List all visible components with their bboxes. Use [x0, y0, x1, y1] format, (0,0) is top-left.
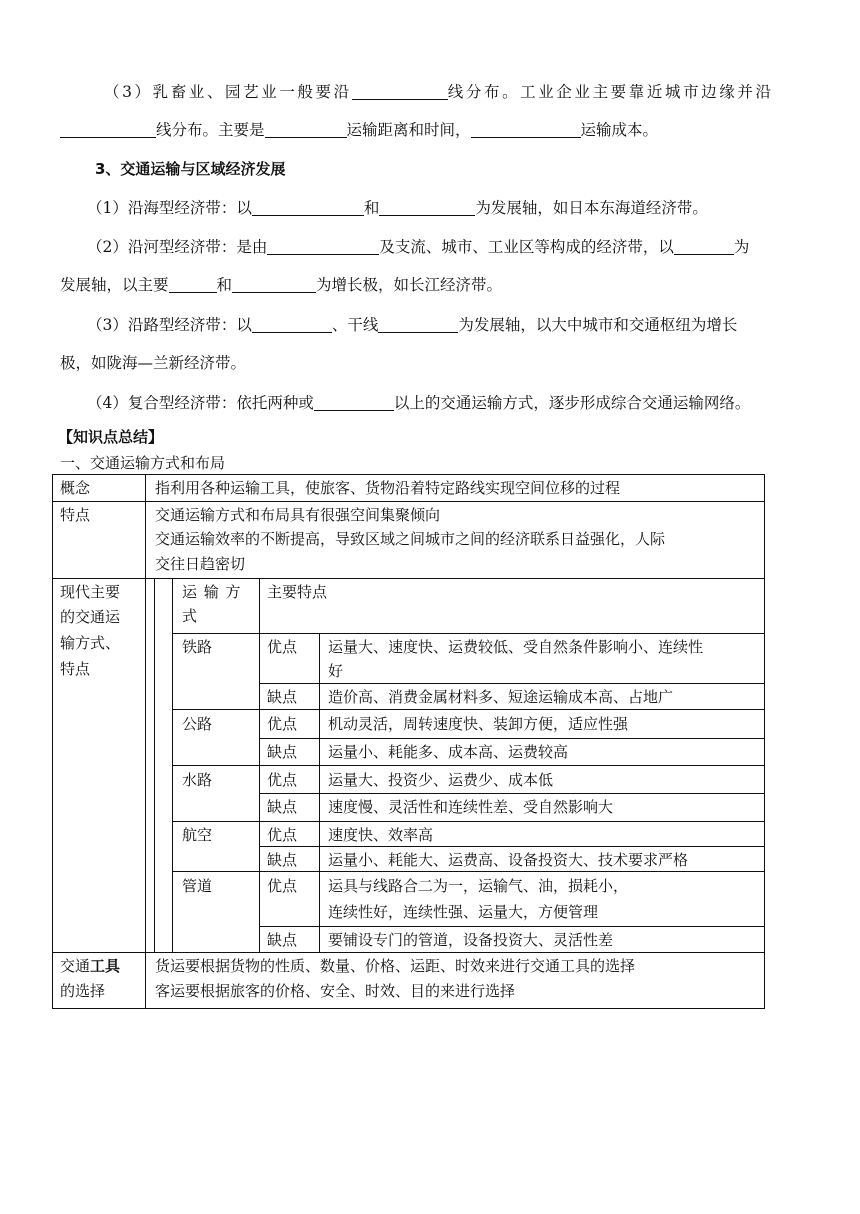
pipeline-adv-2: 连续性好，连续性强、运量大，方便管理 — [328, 903, 599, 921]
modern-label-1: 现代主要 — [60, 583, 121, 601]
adv-label: 优点 — [267, 826, 298, 844]
adv-label: 优点 — [267, 771, 298, 789]
answer-blank[interactable] — [378, 316, 458, 333]
transport-summary-table — [52, 474, 765, 1009]
belt-text: 和 — [363, 199, 380, 217]
belt-1-line — [87, 198, 708, 218]
answer-blank[interactable] — [252, 316, 332, 333]
belt-text: （2）沿河型经济带：是由 — [87, 238, 268, 256]
adv-label: 优点 — [267, 638, 298, 656]
answer-blank[interactable] — [471, 121, 581, 138]
modern-label-4: 特点 — [60, 660, 91, 678]
belt-2-line-2 — [60, 275, 502, 295]
belt-text: 和 — [216, 276, 233, 294]
answer-blank[interactable] — [169, 276, 217, 293]
answer-blank[interactable] — [60, 121, 156, 138]
modern-label-3: 输方式、 — [60, 634, 121, 652]
belt-text: 为增长极，如长江经济带。 — [316, 276, 503, 294]
answer-blank[interactable] — [252, 199, 364, 216]
answer-blank[interactable] — [314, 394, 394, 411]
belt-text: 为发展轴，如日本东海道经济带。 — [475, 199, 708, 217]
dis-label: 缺点 — [267, 743, 298, 761]
mode-name-rail: 铁路 — [182, 638, 213, 656]
tool-label-2: 的选择 — [60, 982, 106, 1000]
adv-label: 优点 — [267, 715, 298, 733]
header-mode-1: 运 输 方 — [182, 583, 242, 601]
belt-text: （4）复合型经济带：依托两种或 — [87, 394, 314, 412]
q3-text: 运输成本。 — [580, 121, 659, 139]
belt-text: 以上的交通运输方式，逐步形成综合交通运输网络。 — [393, 394, 751, 412]
belt-text: 、干线 — [331, 316, 379, 334]
dis-label: 缺点 — [267, 688, 298, 706]
answer-blank[interactable] — [379, 199, 475, 216]
pipeline-dis: 要铺设专门的管道，设备投资大、灵活性差 — [328, 931, 614, 949]
belt-2-line-1 — [87, 237, 749, 257]
feature-label: 特点 — [60, 506, 91, 524]
mode-name-water: 水路 — [182, 771, 213, 789]
answer-blank[interactable] — [674, 238, 734, 255]
header-mode-2: 式 — [182, 607, 198, 625]
q3-text: 线分布。工业企业主要靠近城市边缘并沿 — [447, 83, 774, 101]
dis-label: 缺点 — [267, 851, 298, 869]
air-dis: 运量小、耗能大、运费高、设备投资大、技术要求严格 — [328, 851, 689, 869]
pipeline-adv-1: 运具与线路合二为一，运输气、油，损耗小， — [328, 877, 629, 895]
q3-line-2 — [60, 120, 658, 140]
mode-name-pipeline: 管道 — [182, 877, 213, 895]
air-adv: 速度快、效率高 — [328, 826, 434, 844]
rail-adv-1: 运量大、速度快、运费较低、受自然条件影响小、连续性 — [328, 638, 704, 656]
dis-label: 缺点 — [267, 798, 298, 816]
tool-line-2: 客运要根据旅客的价格、安全、时效、目的来进行选择 — [155, 982, 516, 1000]
answer-blank[interactable] — [352, 83, 448, 100]
road-adv: 机动灵活，周转速度快、装卸方便，适应性强 — [328, 715, 629, 733]
modern-label-2: 的交通运 — [60, 608, 121, 626]
belt-text: 及支流、城市、工业区等构成的经济带，以 — [379, 238, 674, 256]
belt-text: （1）沿海型经济带：以 — [87, 199, 252, 217]
water-adv: 运量大、投资少、运费少、成本低 — [328, 771, 554, 789]
road-dis: 运量小、耗能多、成本高、运费较高 — [328, 743, 569, 761]
belt-text: 发展轴，以主要 — [60, 276, 169, 294]
q3-text: 运输距离和时间， — [346, 121, 471, 139]
rail-dis: 造价高、消费金属材料多、短途运输成本高、占地广 — [328, 688, 674, 706]
belt-4-line — [87, 393, 750, 413]
feature-line-1: 交通运输方式和布局具有很强空间集聚倾向 — [155, 506, 441, 524]
belt-text: （3）沿路型经济带：以 — [87, 316, 252, 334]
tool-label-prefix: 交通 — [60, 957, 91, 975]
dis-label: 缺点 — [267, 931, 298, 949]
tool-line-1: 货运要根据货物的性质、数量、价格、运距、时效来进行交通工具的选择 — [155, 957, 636, 975]
water-dis: 速度慢、灵活性和连续性差、受自然影响大 — [328, 798, 614, 816]
belt-text: 为发展轴，以大中城市和交通枢纽为增长 — [458, 316, 738, 334]
belt-3-line-1 — [87, 315, 737, 335]
answer-blank[interactable] — [267, 238, 379, 255]
q3-text: 线分布。主要是 — [156, 121, 265, 139]
tool-label-bold: 工具 — [90, 957, 121, 975]
answer-blank[interactable] — [232, 276, 316, 293]
q3-text: （3）乳畜业、园艺业一般要沿 — [104, 83, 352, 101]
feature-line-2: 交通运输效率的不断提高，导致区域之间城市之间的经济联系日益强化，人际 — [155, 530, 666, 548]
belt-3-line-2: 极，如陇海—兰新经济带。 — [60, 354, 247, 372]
section-3-heading: 3、交通运输与区域经济发展 — [95, 160, 286, 178]
tool-label-1 — [60, 955, 120, 977]
rail-adv-2: 好 — [328, 662, 344, 680]
summary-subtitle: 一、交通运输方式和布局 — [60, 454, 226, 472]
adv-label: 优点 — [267, 877, 298, 895]
mode-name-road: 公路 — [182, 715, 213, 733]
belt-text: 为 — [733, 238, 750, 256]
concept-label: 概念 — [60, 479, 91, 497]
mode-name-air: 航空 — [182, 826, 213, 844]
header-features: 主要特点 — [267, 583, 328, 601]
q3-line-1 — [104, 82, 774, 102]
answer-blank[interactable] — [265, 121, 347, 138]
concept-text: 指利用各种运输工具，使旅客、货物沿着特定路线实现空间位移的过程 — [155, 479, 621, 497]
feature-line-3: 交往日趋密切 — [155, 555, 246, 573]
summary-title: 【知识点总结】 — [58, 428, 164, 446]
